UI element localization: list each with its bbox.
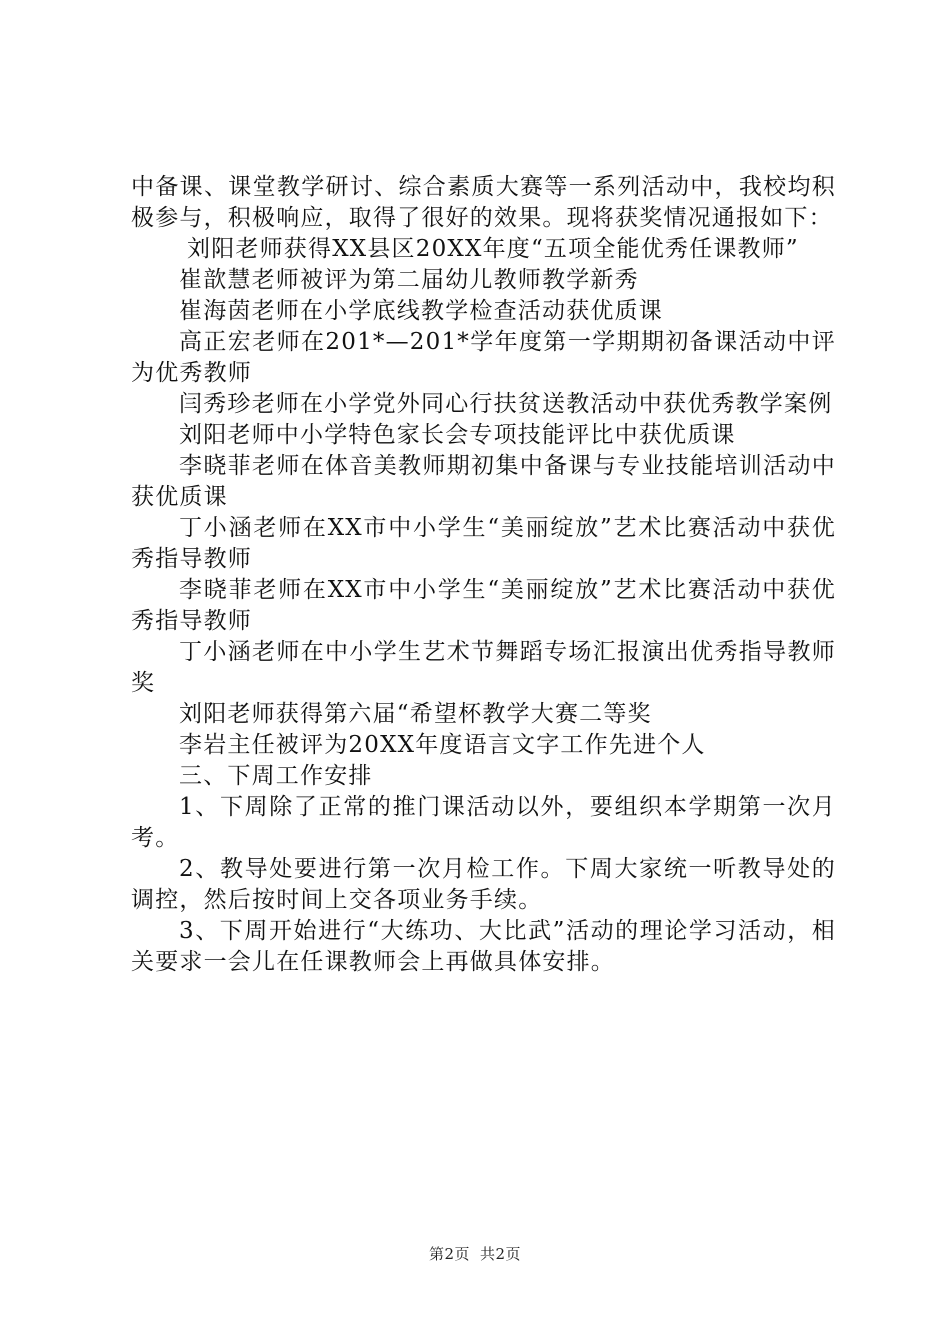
award-item: 崔海茵老师在小学底线教学检查活动获优质课 — [179, 298, 663, 324]
plan-item: 1、下周除了正常的推门课活动以外，要组织本学期第一次月考。 — [131, 794, 836, 851]
plan-item: 3、下周开始进行“大练功、大比武”活动的理论学习活动，相关要求一会儿在任课教师会上再做具体安排。 — [131, 918, 836, 975]
intro-paragraph: 中备课、课堂教学研讨、综合素质大赛等一系列活动中，我校均积极参与，积极响应，取得了很好的效果。现将获奖情况通报如下： — [131, 174, 836, 231]
section-heading: 三、下周工作安排 — [179, 763, 373, 789]
document-body — [131, 172, 836, 978]
award-item: 高正宏老师在201*—201*学年度第一学期期初备课活动中评为优秀教师 — [131, 329, 836, 386]
award-item: 刘阳老师获得XX县区20XX年度“五项全能优秀任课教师” — [187, 236, 799, 262]
award-item: 丁小涵老师在中小学生艺术节舞蹈专场汇报演出优秀指导教师奖 — [131, 639, 836, 696]
award-item: 刘阳老师中小学特色家长会专项技能评比中获优质课 — [179, 422, 736, 448]
page-number: 第2页 — [428, 1245, 470, 1263]
award-item: 刘阳老师获得第六届“希望杯教学大赛二等奖 — [179, 701, 652, 727]
award-item: 闫秀珍老师在小学党外同心行扶贫送教活动中获优秀教学案例 — [179, 391, 833, 417]
award-item: 李岩主任被评为20XX年度语言文字工作先进个人 — [179, 732, 706, 758]
page-footer — [0, 1243, 950, 1264]
plan-item: 2、教导处要进行第一次月检工作。下周大家统一听教导处的调控，然后按时间上交各项业务手续。 — [131, 856, 836, 913]
award-item: 李晓菲老师在体音美教师期初集中备课与专业技能培训活动中获优质课 — [131, 453, 836, 510]
award-item: 崔歆慧老师被评为第二届幼儿教师教学新秀 — [179, 267, 639, 293]
award-item: 丁小涵老师在XX市中小学生“美丽绽放”艺术比赛活动中获优秀指导教师 — [131, 515, 836, 572]
page-total: 共2页 — [480, 1245, 522, 1263]
award-item: 李晓菲老师在XX市中小学生“美丽绽放”艺术比赛活动中获优秀指导教师 — [131, 577, 836, 634]
